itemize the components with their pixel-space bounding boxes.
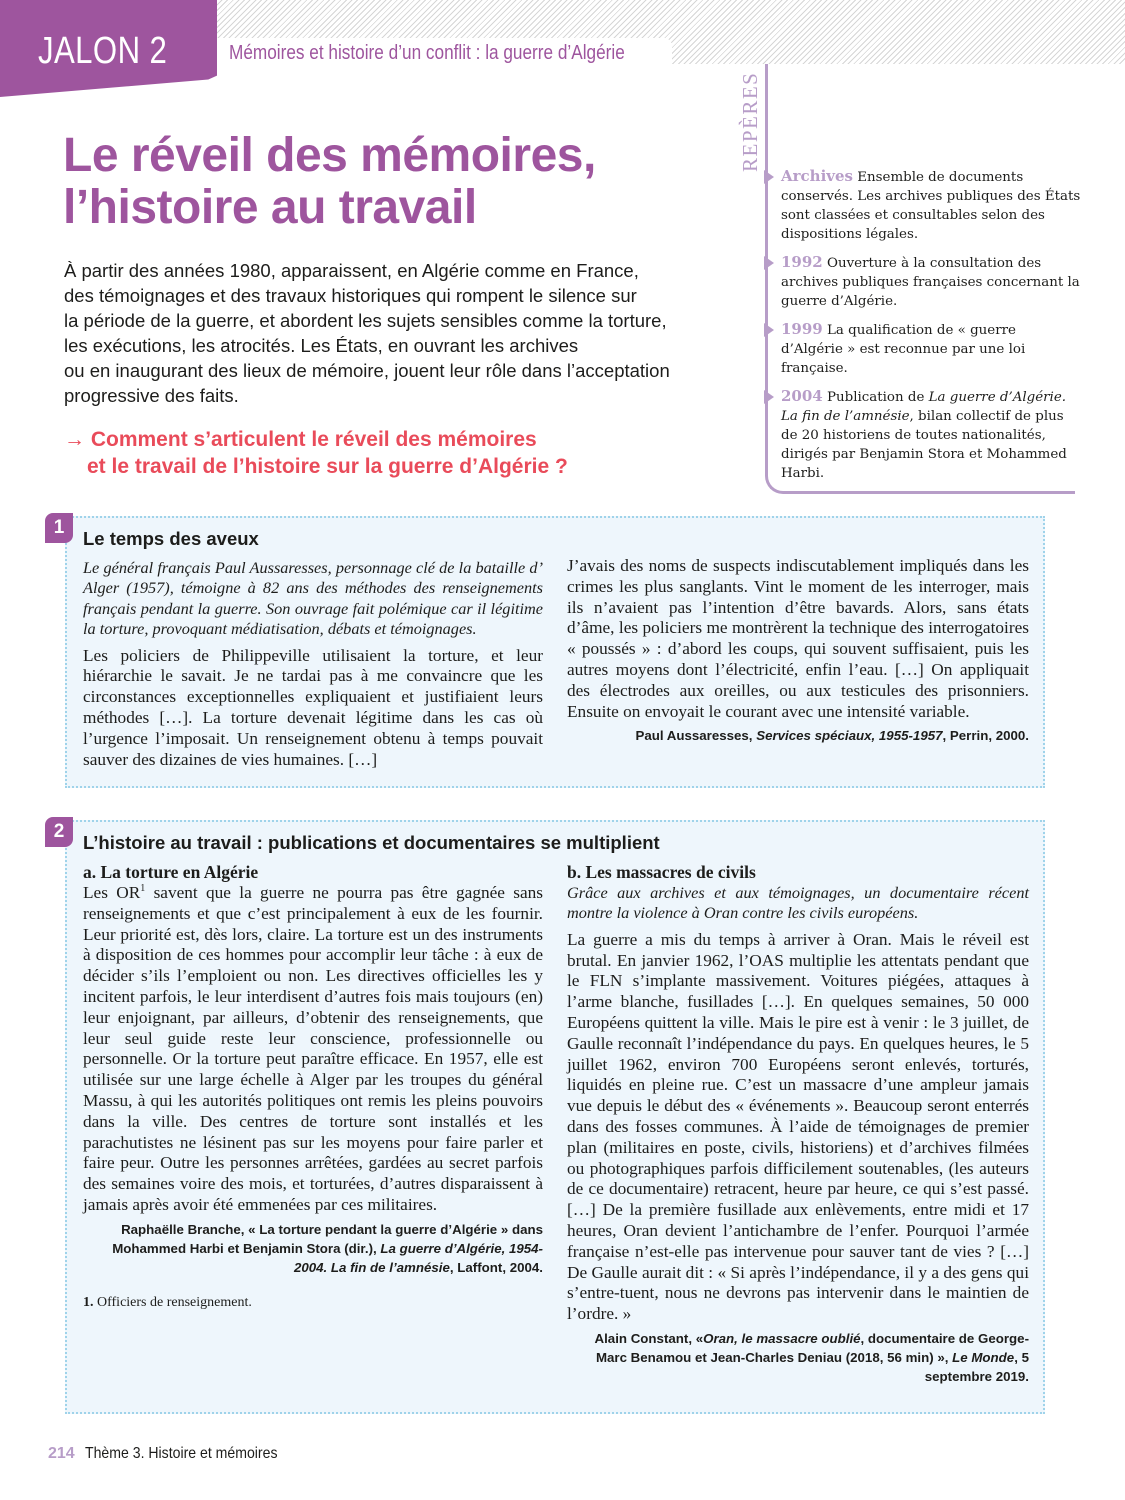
document-2a-body: [83, 883, 543, 1216]
intro-line: ou en inaugurant des lieux de mémoire, jouent leur rôle dans l’acceptation: [64, 360, 670, 381]
document-2b-subtitle: b. Les massacres de civils: [567, 862, 756, 882]
triangle-bullet-icon: [764, 256, 774, 270]
footnote: [83, 1295, 543, 1311]
footnote-reference: 1: [140, 883, 146, 895]
page-number: 214: [48, 1445, 75, 1462]
jalon-label: JALON 2: [38, 30, 168, 72]
reperes-item-1999: [781, 320, 1081, 378]
document-1-number-badge: 1: [45, 513, 73, 543]
reperes-book-title: La guerre d’Algérie. La fin de l’amnésie: [781, 390, 1067, 424]
body-text: Les OR: [83, 883, 141, 902]
footer-theme: Thème 3. Histoire et mémoires: [85, 1445, 278, 1462]
citation-publisher: , Laffont, 2004.: [449, 1259, 543, 1275]
document-1-intro: Le général français Paul Aussaresses, personnage clé de la bataille d’ Alger (1957), témoigne à 82 ans des méthodes des renseignements français pendant la guerre. Son ouvrage fait polémique car il légitime la torture, provoquant médiatisation, débats et témoignages.: [83, 558, 543, 639]
citation-author: Alain Constant, «: [594, 1330, 704, 1346]
citation-newspaper: Le Monde: [952, 1349, 1015, 1365]
chapter-subtitle: Mémoires et histoire d’un conflit : la guerre d’Algérie: [229, 42, 625, 64]
footnote-number: 1.: [83, 1294, 94, 1310]
citation-publisher: , Perrin, 2000.: [942, 728, 1029, 744]
reperes-text: Ensemble de documents conservés. Les archives publiques des États sont classées et consultables selon des dispositions légales.: [781, 170, 1081, 242]
document-1-left-column: [83, 558, 543, 770]
reperes-text: Publication de: [827, 390, 925, 405]
page-title-line1: Le réveil des mémoires,: [63, 129, 596, 182]
document-2-box: [65, 820, 1045, 1414]
reperes-title: REPÈRES: [738, 71, 762, 172]
document-2b-body: La guerre a mis du temps à arriver à Oran. Mais le réveil est brutal. En janvier 1962, l’OAS multiplie les attentats pendant que le FLN s’implante massivement. Voitures piégées, attaques à l’arme blanche, fusillades […]. En quelques semaines, 50 000 Européens quittent la ville. Mais le pire est à venir : le 3 juillet, de Gaulle reconnaît l’indépendance du pays. En quelques heures, le 5 juillet 1962, environ 700 Européens seront enlevés, torturés, liquidés en pleine rue. C’est un massacre d’une ampleur jamais vue depuis le début des « événements ». Beaucoup seront enterrés dans des fosses communes. À l’aide de témoignages de premier plan (militaires en poste, civils, historiens) et d’archives filmées ou photographiques parfois difficilement soutenables, (les auteurs de ce documentaire) retracent, heure par heure, ce qui s’est passé. […] De la première fusillade aux enlèvements, entre midi et 17 heures, Oran devient l’antichambre de l’enfer. Pourquoi l’armée française n’est-elle pas intervenue pour sauver tant de vies ? […] De Gaulle aurait dit : « Si après l’indépendance, il y a des gens qui s’entre-tuent, nous ne devrons pas intervenir dans le maintien de l’ordre. »: [567, 929, 1029, 1324]
document-2-title: L’histoire au travail : publications et documentaires se multiplient: [83, 832, 660, 853]
document-2a-subtitle: a. La torture en Algérie: [83, 862, 259, 882]
intro-line: progressive des faits.: [64, 385, 239, 406]
question-line1: Comment s’articulent le réveil des mémoires: [90, 428, 537, 451]
intro-line: la période de la guerre, et abordent les sujets sensibles comme la torture,: [64, 310, 667, 331]
reperes-key: 1999: [781, 320, 823, 338]
intro-paragraph: [64, 258, 724, 408]
reperes-item-2004: [781, 387, 1081, 483]
document-2-number-badge: 2: [45, 817, 73, 847]
key-question: [64, 426, 704, 480]
document-1-quote-right: J’avais des noms de suspects indiscutablement impliqués dans les crimes les plus sanglants. Vint le moment de les interroger, mais ils n’avaient pas l’intention d’être bavards. Alors, sans états d’âme, les policiers me montrèrent la technique des interrogatoires « poussés » : d’abord les coups, qui souvent suffisaient, puis les autres moyens dont l’électricité, enfin l’eau. […] On appliquait des électrodes aux oreilles, ou aux testicules des prisonniers. Ensuite on envoyait le courant avec une intensité variable.: [567, 556, 1029, 721]
reperes-text: , bilan collectif de plus de 20 historiens de toutes nationalités, dirigés par Benjamin Stora et Mohammed Harbi.: [781, 409, 1067, 481]
page-footer: [48, 1445, 304, 1463]
citation-author: Paul Aussaresses,: [635, 728, 753, 744]
footnote-text: Officiers de renseignement.: [97, 1294, 252, 1310]
document-2b-column: [567, 862, 1029, 1386]
body-text: savent que la guerre ne pourra pas être gagnée sans renseignements et que c’est principalement à eux de les fournir. Leur priorité est, dès lors, claire. La torture est un des instruments à disposition de ces hommes pour accomplir leur tâche : à eux de décider s’ils l’emploient ou non. Les directives officielles les y incitent parfois, le leur interdisent d’autres fois mais toujours (en) leur enjoignant, par ailleurs, d’obtenir des renseignements, que leur seul guide reste leur conscience, professionnelle ou personnelle. Or la torture peut paraître efficace. En 1957, elle est utilisée sur une large échelle à Alger par les troupes du général Massu, à qui les autorités politiques ont remis les pleins pouvoirs dans la ville. Des centres de torture sont installés et les parachutistes ne lésinent pas sur les moyens pour faire parler et faire peur. Outre les personnes arrêtées, gardées au secret parfois des semaines voire des mois, et torturées, d’autres disparaissent à jamais après avoir été emmenées par ces militaires.: [83, 883, 543, 1214]
document-1-quote-left: Les policiers de Philippeville utilisaient la torture, et leur hiérarchie le savait. Je ne tardai pas à me convaincre que les circonstances exceptionnelles expliquaient et justifiaient leurs méthodes […]. La torture devenait légitime dans les cas où l’urgence l’imposait. Un renseignement obtenu à temps pouvait sauver des dizaines de vies humaines. […]: [83, 645, 543, 769]
reperes-text: Ouverture à la consultation des archives publiques françaises concernant la guerre d’Algérie.: [781, 256, 1080, 309]
document-2b-intro: Grâce aux archives et aux témoignages, un documentaire récent montre la violence à Oran contre les civils européens.: [567, 883, 1029, 923]
document-2a-citation: [83, 1220, 543, 1277]
citation-detail: , documentaire de George-Marc Benamou et Jean-Charles Deniau (2018, 56 min) »,: [595, 1330, 1029, 1365]
reperes-text: La qualification de « guerre d’Algérie » est reconnue par une loi française.: [781, 323, 1026, 376]
citation-work: La guerre d’Algérie, 1954-2004. La fin de l’amnésie: [293, 1240, 543, 1275]
triangle-bullet-icon: [764, 323, 774, 337]
intro-line: des témoignages et des travaux historiques qui rompent le silence sur: [64, 285, 637, 306]
document-2a-column: [83, 862, 543, 1311]
citation-work: Services spéciaux, 1955-1957: [756, 728, 943, 744]
citation-author: Raphaëlle Branche, « La torture pendant la guerre d’Algérie » dans Mohammed Harbi et Benjamin Stora (dir.),: [112, 1221, 543, 1256]
question-line2: et le travail de l’histoire sur la guerre d’Algérie ?: [87, 455, 568, 478]
citation-date: , 5 septembre 2019.: [924, 1349, 1029, 1384]
triangle-bullet-icon: [764, 390, 774, 404]
intro-line: À partir des années 1980, apparaissent, en Algérie comme en France,: [64, 260, 639, 281]
reperes-key: Archives: [781, 167, 853, 185]
page-title: [63, 130, 743, 234]
document-1-right-column: [567, 556, 1029, 745]
citation-work: Oran, le massacre oublié: [703, 1330, 861, 1346]
reperes-key: 2004: [781, 387, 823, 405]
page-title-line2: l’histoire au travail: [63, 181, 477, 234]
reperes-key: 1992: [781, 253, 823, 271]
document-1-box: [65, 516, 1045, 788]
reperes-item-1992: [781, 253, 1081, 311]
document-1-title: Le temps des aveux: [83, 528, 259, 549]
document-1-citation: [567, 726, 1029, 745]
arrow-right-icon: →: [64, 428, 85, 451]
reperes-list: [781, 167, 1081, 492]
reperes-item-archives: [781, 167, 1081, 244]
triangle-bullet-icon: [764, 170, 774, 184]
intro-line: les exécutions, les atrocités. Les États, en ouvrant les archives: [64, 335, 579, 356]
document-2b-citation: [567, 1329, 1029, 1386]
